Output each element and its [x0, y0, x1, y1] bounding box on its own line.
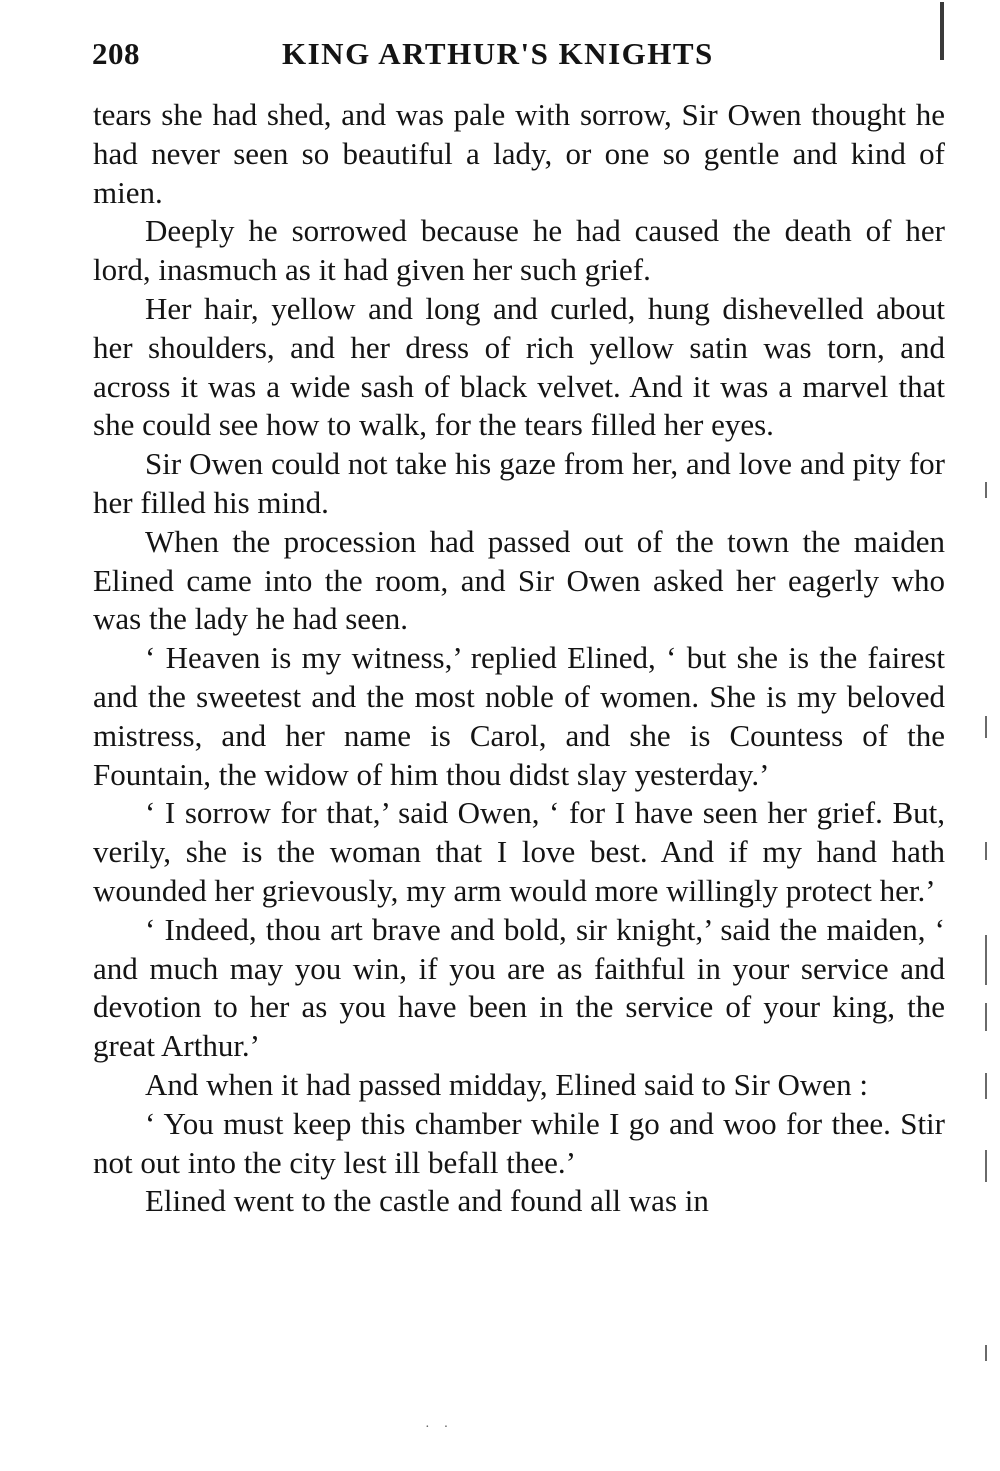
paragraph: ‘ I sorrow for that,’ said Owen, ‘ for I have seen her grief. But, verily, she is the woman that I love best. And if my hand hath wounded her grievously, my arm would more willingly protect her.’	[93, 795, 945, 908]
paragraph: Her hair, yellow and long and curled, hung dishevelled about her shoulders, and her dress of rich yellow satin was torn, and across it was a wide sash of black velvet. And it was a marvel that she could see how to walk, for the tears filled her eyes.	[93, 290, 945, 443]
page-header	[92, 32, 772, 82]
paragraph: And when it had passed midday, Elined said to Sir Owen :	[145, 1066, 868, 1102]
scan-mark	[985, 482, 987, 498]
scan-mark	[985, 1073, 987, 1099]
scan-mark	[985, 935, 987, 985]
paragraph: ‘ Heaven is my witness,’ replied Elined, ‘ but she is the fairest and the sweetest and the most noble of women. She is my beloved mistress, and her name is Carol, and she is Countess of the Fountain, the widow of him thou didst slay yesterday.’	[93, 640, 945, 792]
scan-mark	[940, 2, 944, 60]
paragraph: ‘ Indeed, thou art brave and bold, sir knight,’ said the maiden, ‘ and much may you win, if you are as faithful in your service and devotion to her as you have been in the service of your king, the great Arthur.’	[93, 911, 945, 1064]
paragraph: Deeply he sorrowed because he had caused the death of her lord, inasmuch as it had given her such grief.	[93, 213, 945, 288]
scan-mark	[985, 1345, 987, 1361]
paragraph: tears she had shed, and was pale with sorrow, Sir Owen thought he had never seen so beautiful a lady, or one so gentle and kind of mien.	[93, 97, 945, 210]
paragraph: Elined went to the castle and found all was in	[145, 1183, 709, 1219]
scan-specks: · ·	[425, 1420, 449, 1435]
scan-mark	[985, 1150, 987, 1182]
paragraph: ‘ You must keep this chamber while I go and woo for thee. Stir not out into the city lest ill befall thee.’	[93, 1105, 945, 1180]
page-number: 208	[92, 36, 140, 71]
running-title: KING ARTHUR'S KNIGHTS	[282, 36, 714, 71]
paragraph: Sir Owen could not take his gaze from her, and love and pity for her filled his mind.	[93, 446, 945, 520]
scan-mark	[985, 716, 987, 738]
body-text	[93, 96, 945, 1221]
paragraph: When the procession had passed out of the town the maiden Elined came into the room, and Sir Owen asked her eagerly who was the lady he had seen.	[93, 523, 945, 637]
scan-mark	[985, 1003, 987, 1031]
scan-mark	[985, 842, 987, 860]
